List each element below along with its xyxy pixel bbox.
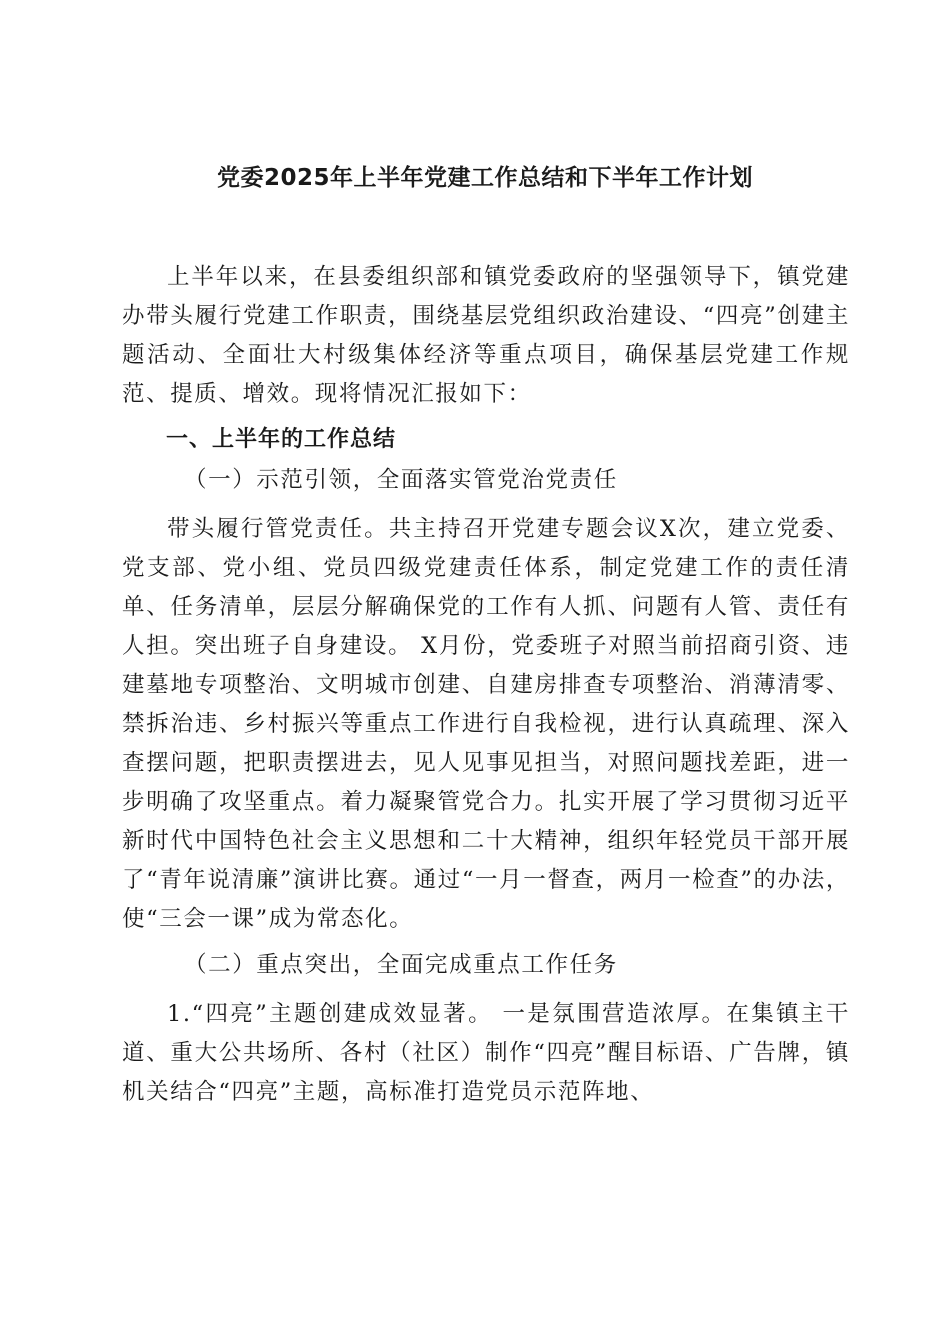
section-heading-summary: 一、上半年的工作总结	[166, 427, 397, 452]
intro-paragraph: 上半年以来，在县委组织部和镇党委政府的坚强领导下，镇党建办带头履行党建工作职责，围绕基层党组织政治建设、“四亮”创建主题活动、全面壮大村级集体经济等重点项目，确保基层党建工作规范、提质、增效。现将情况汇报如下：	[122, 264, 850, 407]
subsection-2-paragraph: 1.“四亮”主题创建成效显著。 一是氛围营造浓厚。在集镇主干道、重大公共场所、各村（社区）制作“四亮”醒目标语、广告牌，镇机关结合“四亮”主题，高标准打造党员示范阵地、	[122, 1001, 850, 1105]
document-body	[122, 258, 850, 1112]
subsection-heading-2: （二）重点突出，全面完成重点工作任务	[184, 952, 618, 978]
subsection-1-paragraph: 带头履行管党责任。共主持召开党建专题会议X次，建立党委、党支部、党小组、党员四级党建责任体系，制定党建工作的责任清单、任务清单，层层分解确保党的工作有人抓、问题有人管、责任有人担。突出班子自身建设。 X月份，党委班子对照当前招商引资、违建墓地专项整治、文明城市创建、自建房排查专项整治、消薄清零、禁拆治违、乡村振兴等重点工作进行自我检视，进行认真疏理、深入查摆问题，把职责摆进去，见人见事见担当，对照问题找差距，进一步明确了攻坚重点。着力凝聚管党合力。扎实开展了学习贯彻习近平新时代中国特色社会主义思想和二十大精神，组织年轻党员干部开展了“青年说清廉”演讲比赛。通过“一月一督查，两月一检查”的办法，使“三会一课”成为常态化。	[122, 516, 850, 932]
subsection-heading-1: （一）示范引领，全面落实管党治党责任	[184, 467, 618, 493]
document-title: 党委2025年上半年党建工作总结和下半年工作计划	[216, 165, 753, 191]
